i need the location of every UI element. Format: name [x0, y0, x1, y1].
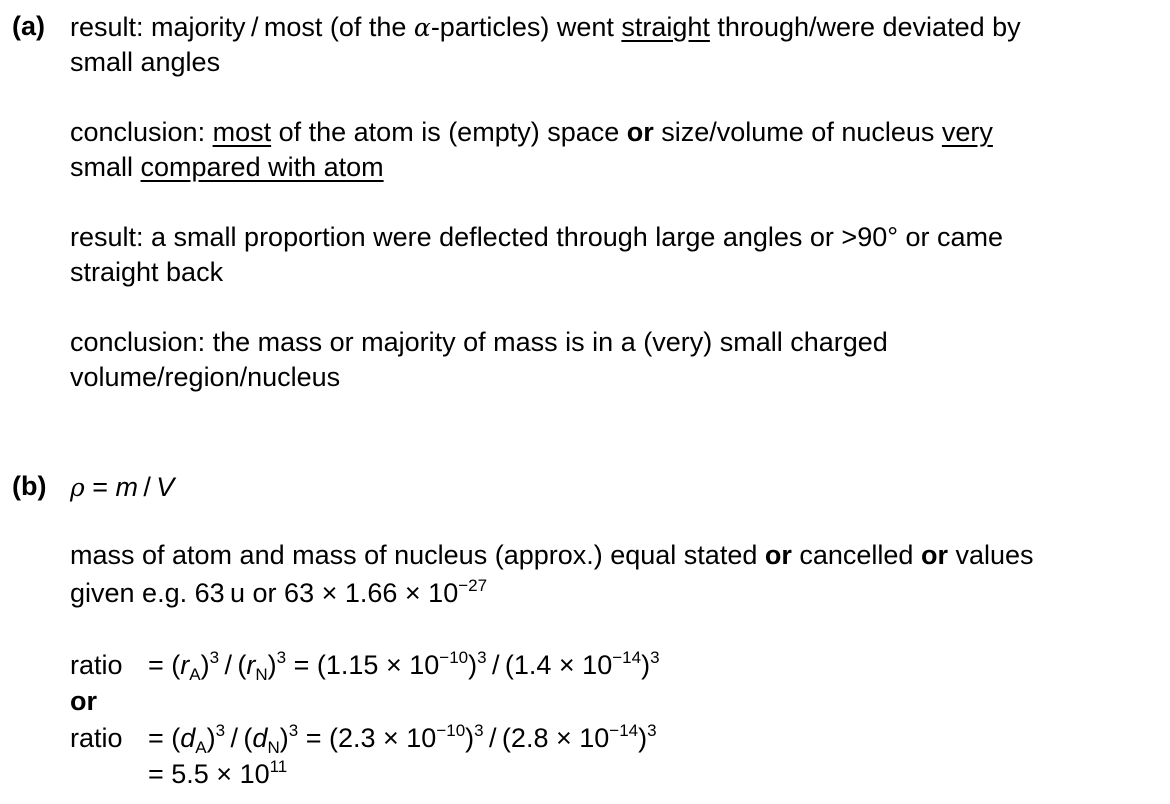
underlined-very: very [941, 117, 993, 147]
ratio-label-1: ratio [70, 650, 123, 680]
mass-statement-line-2: given e.g. 63 u or $63 \times 1.66 \times 10^{-27}$ [70, 576, 488, 608]
conclusion-1-line-2: small compared with atom [70, 152, 384, 182]
underlined-most: most [212, 117, 272, 147]
part-a-label: (a) [12, 11, 45, 41]
result-1 [70, 10, 1021, 80]
conclusion-1-line-1: conclusion: most of the atom is (empty) space or size/volume of nucleus very [70, 117, 993, 147]
rho-symbol: ρ [70, 473, 85, 502]
mass-statement [70, 538, 1034, 611]
result-2 [70, 220, 1003, 290]
or-separator: or [70, 686, 97, 716]
ratio-label-2: ratio [70, 723, 123, 753]
conclusion-2-line-2: volume/region/nucleus [70, 362, 341, 392]
result-2-line-1: result: a small proportion were deflected through large angles or >90° or came [70, 222, 1004, 252]
part-b-label: (b) [12, 471, 47, 501]
conclusion-2-line-1: conclusion: the mass or majority of mass is in a (very) small charged [70, 327, 888, 357]
conclusion-2 [70, 325, 888, 395]
mass-statement-line-1: mass of atom and mass of nucleus (approx.) equal stated or cancelled or values [70, 540, 1034, 570]
alpha-symbol: α [413, 13, 431, 42]
conclusion-1 [70, 115, 993, 185]
underlined-straight: straight [621, 12, 710, 42]
result-2-line-2: straight back [70, 257, 224, 287]
result-1-line-1: result: majority / most (of the α-particles) went straight through/were deviated by [70, 12, 1021, 42]
ratio-diameter: ratio = $(d_A)^3 / (d_N)^3 = (2.3 \times 10^{-10})^3 / (2.8 \times 10^{-14})^3$ [70, 721, 657, 757]
result-1-line-2: small angles [70, 47, 221, 77]
density-formula: ρ = m / V [70, 472, 175, 502]
underlined-compared: compared with atom [140, 152, 384, 182]
ratio-radius: ratio = $(r_A)^3 / (r_N)^3 = (1.15 \times 10^{-10})^3 / (1.4 \times 10^{-14})^3$ [70, 648, 660, 684]
bold-or: or [626, 117, 654, 147]
ratio-result: = $5.5 \times 10^{11}$ [148, 757, 288, 789]
